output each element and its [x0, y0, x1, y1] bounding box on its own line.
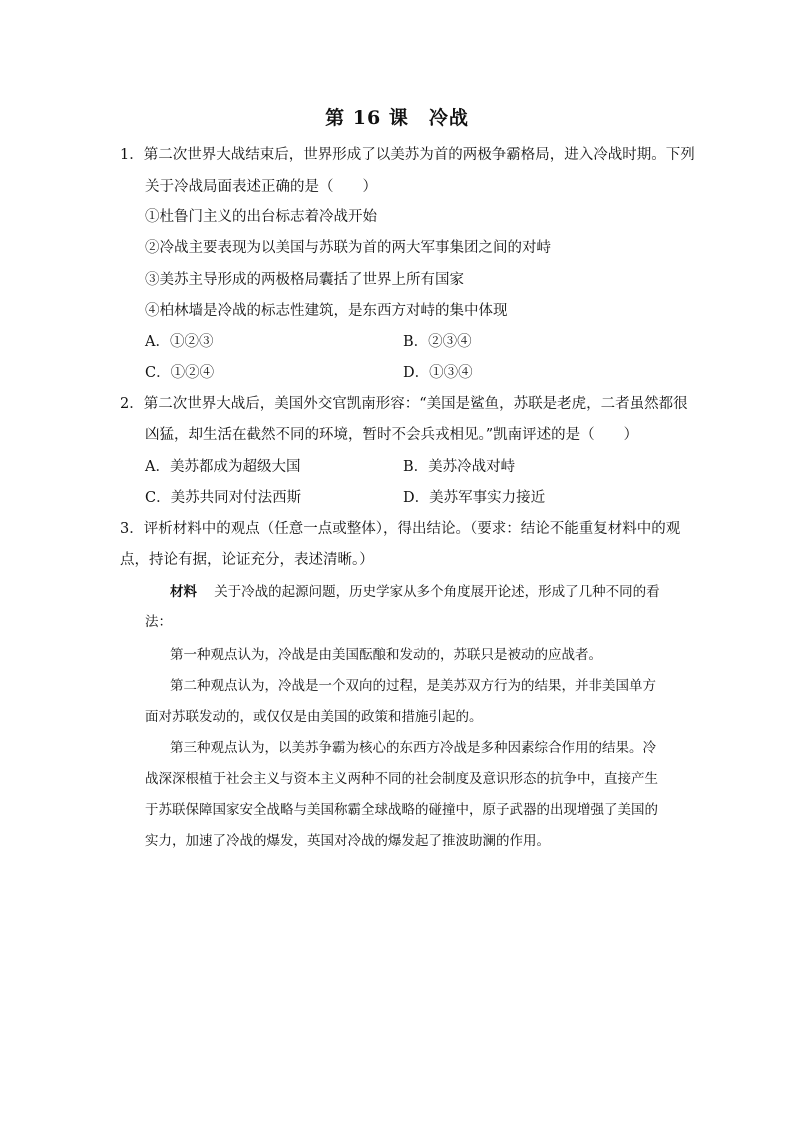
material-intro-text: 关于冷战的起源问题，历史学家从多个角度展开论述，形成了几种不同的看	[214, 584, 660, 600]
q3-stem-line1: 3．评析材料中的观点（任意一点或整体），得出结论。（要求：结论不能重复材料中的观	[120, 521, 681, 537]
q2-option-c: C．美苏共同对付法西斯	[145, 490, 302, 506]
q1-item-3: ③美苏主导形成的两极格局囊括了世界上所有国家	[145, 272, 464, 288]
material-view3-line3: 于苏联保障国家安全战略与美国称霸全球战略的碰撞中，原子武器的出现增强了美国的	[145, 802, 658, 818]
material-view2-line2: 面对苏联发动的，或仅仅是由美国的政策和措施引起的。	[145, 709, 483, 725]
q1-item-4: ④柏林墙是冷战的标志性建筑，是东西方对峙的集中体现	[145, 303, 508, 319]
page-title: 第 16 课 冷战	[325, 107, 469, 129]
material-intro-line1	[170, 582, 660, 602]
q1-stem-line1: 1．第二次世界大战结束后，世界形成了以美苏为首的两极争霸格局，进入冷战时期。下列	[120, 147, 695, 163]
material-label: 材料	[170, 584, 197, 600]
q1-item-1: ①杜鲁门主义的出台标志着冷战开始	[145, 209, 377, 225]
material-view3-line4: 实力，加速了冷战的爆发，英国对冷战的爆发起了推波助澜的作用。	[145, 833, 550, 849]
material-intro-line2: 法：	[145, 614, 172, 630]
material-view3-line2: 战深深根植于社会主义与资本主义两种不同的社会制度及意识形态的抗争中，直接产生	[145, 771, 658, 787]
q1-option-c: C．①②④	[145, 365, 215, 381]
q2-option-d: D．美苏军事实力接近	[403, 490, 546, 506]
q1-option-d: D．①③④	[403, 365, 473, 381]
q2-option-a: A．美苏都成为超级大国	[145, 459, 301, 475]
material-view3-line1: 第三种观点认为，以美苏争霸为核心的东西方冷战是多种因素综合作用的结果。冷	[170, 740, 656, 756]
q2-option-b: B．美苏冷战对峙	[403, 459, 516, 475]
material-view2-line1: 第二种观点认为，冷战是一个双向的过程，是美苏双方行为的结果，并非美国单方	[170, 678, 656, 694]
q1-stem-line2: 关于冷战局面表述正确的是（ ）	[145, 179, 377, 195]
q1-item-2: ②冷战主要表现为以美国与苏联为首的两大军事集团之间的对峙	[145, 240, 551, 256]
q1-option-b: B．②③④	[403, 334, 472, 350]
q2-stem-line2: 凶猛，却生活在截然不同的环境，暂时不会兵戎相见。”凯南评述的是（ ）	[145, 427, 639, 443]
q3-stem-line2: 点，持论有据，论证充分，表述清晰。）	[120, 552, 374, 568]
material-view1: 第一种观点认为，冷战是由美国酝酿和发动的，苏联只是被动的应战者。	[170, 647, 602, 663]
q1-option-a: A．①②③	[145, 334, 214, 350]
q2-stem-line1: 2．第二次世界大战后，美国外交官凯南形容：“美国是鲨鱼，苏联是老虎，二者虽然都很	[120, 396, 688, 412]
